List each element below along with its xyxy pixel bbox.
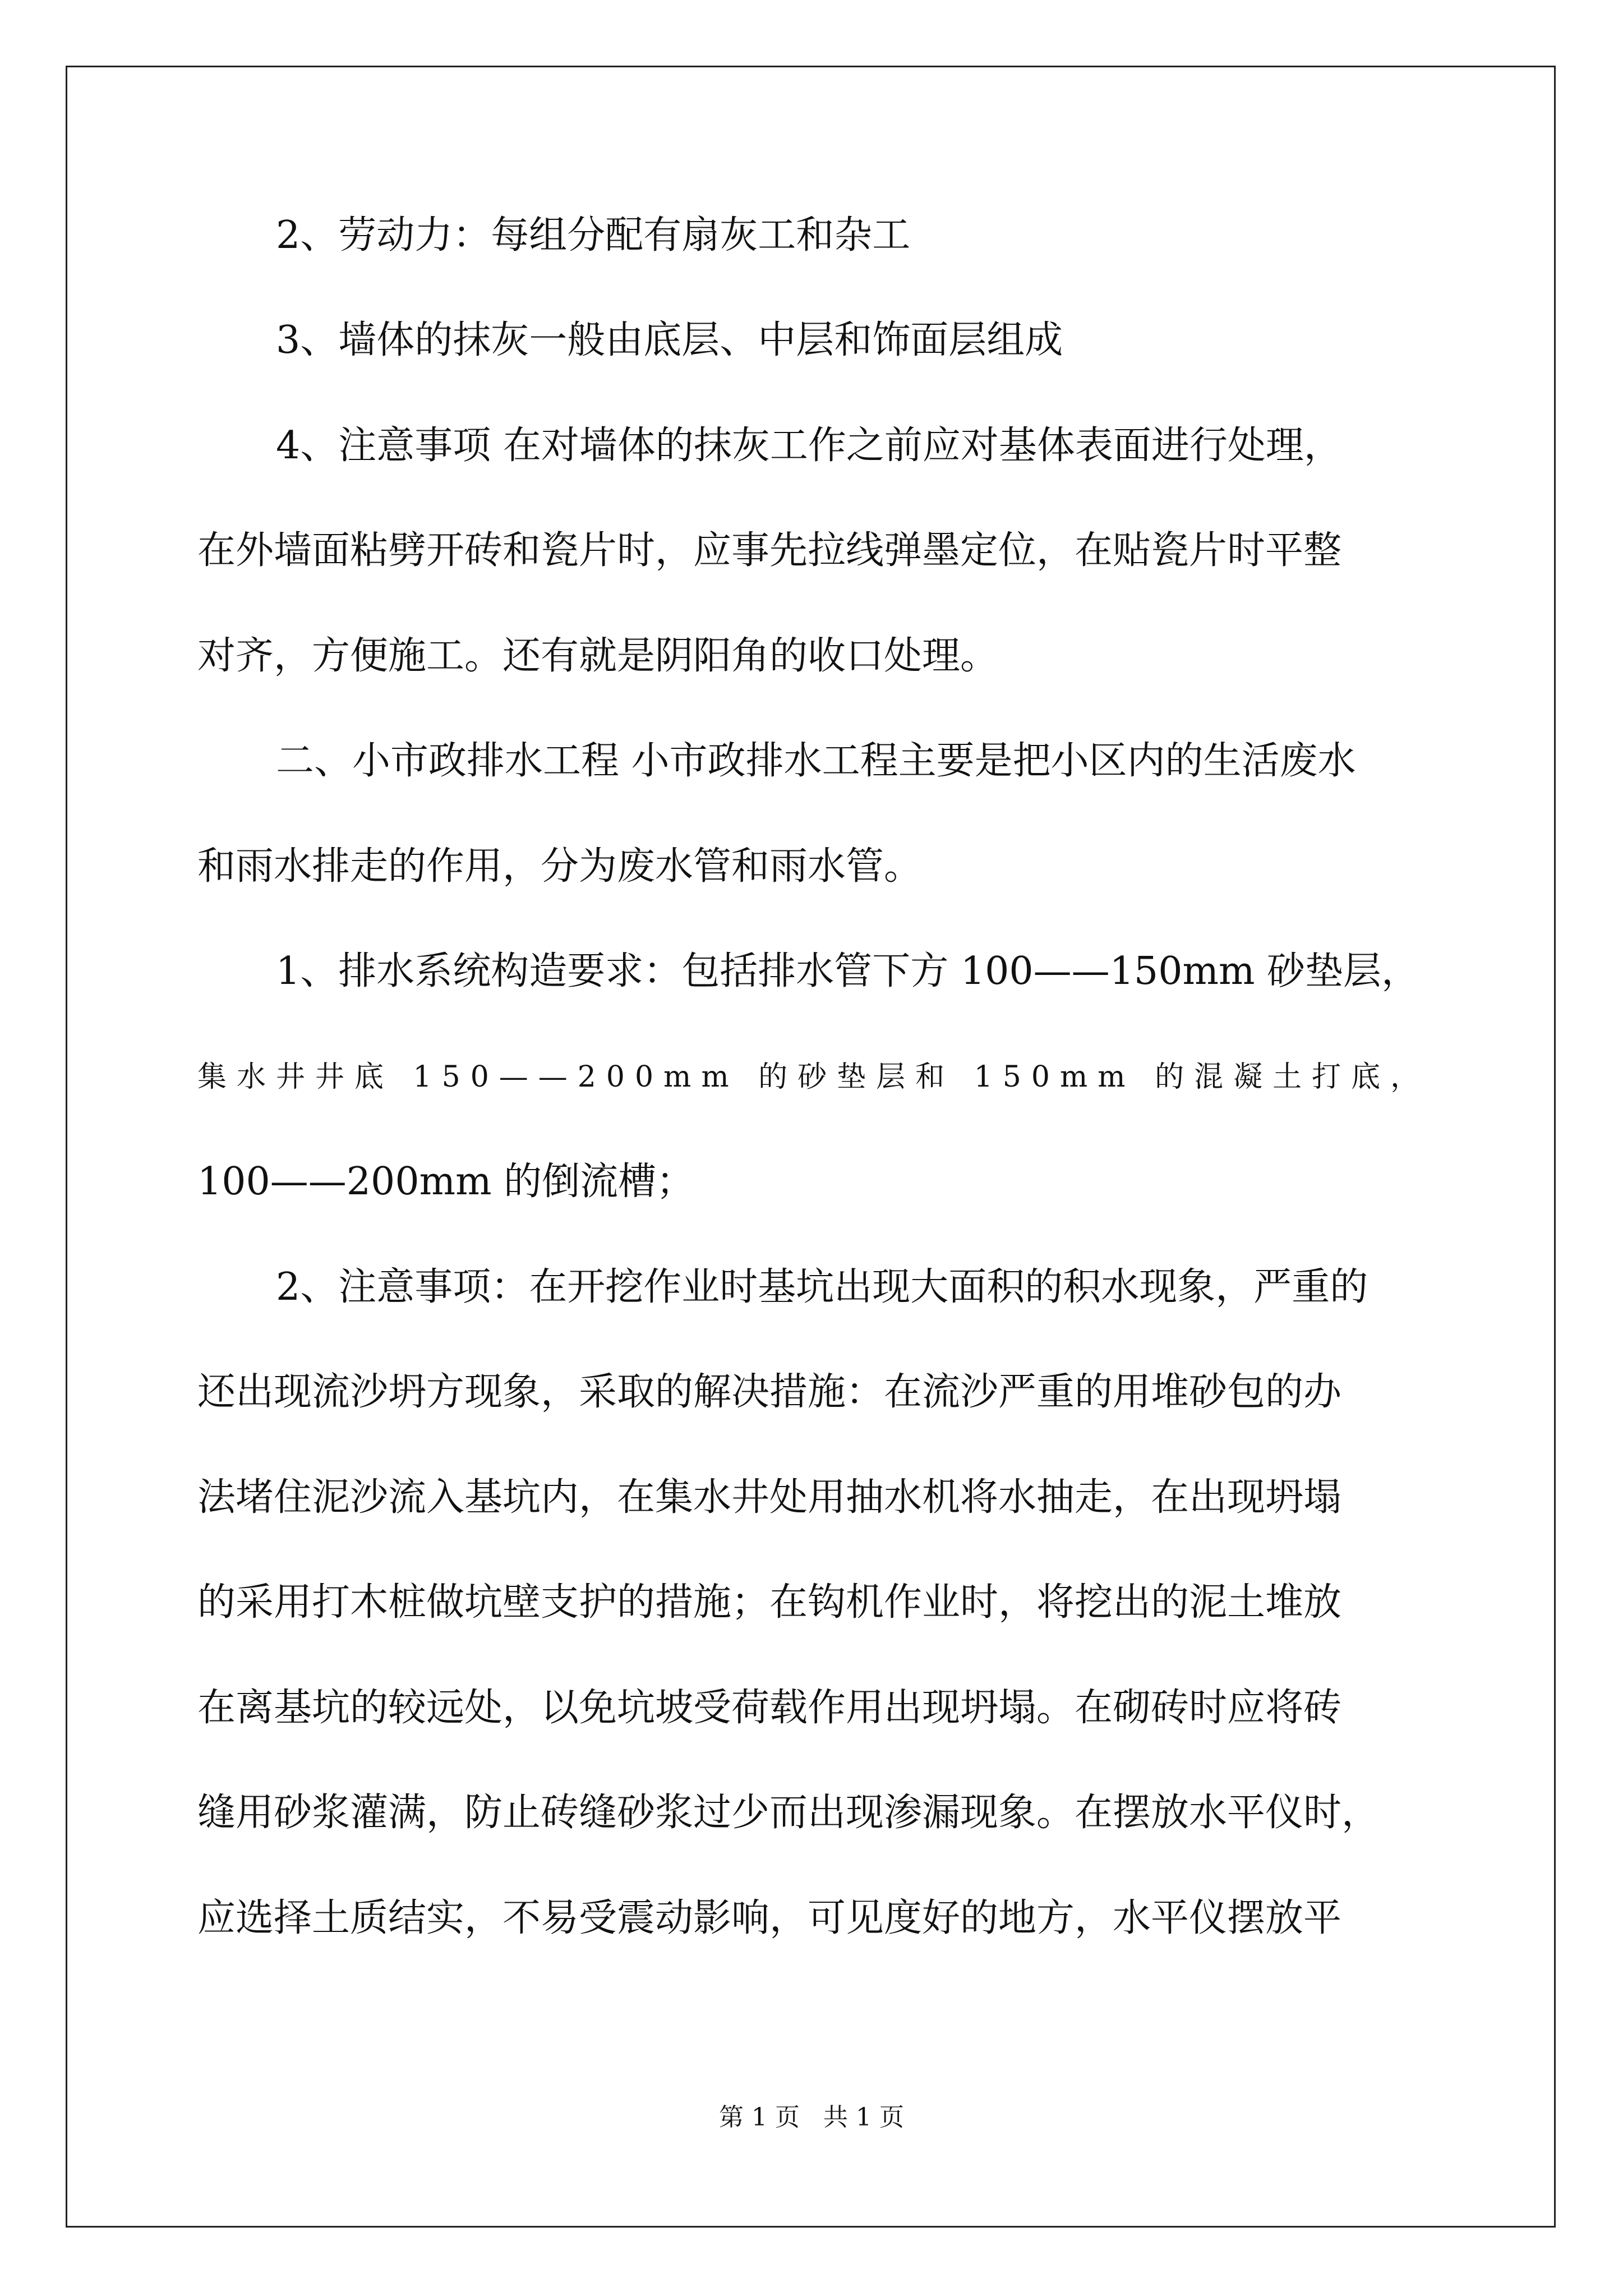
text-line: 应选择土质结实，不易受震动影响，可见度好的地方，水平仪摆放平 bbox=[197, 1896, 1342, 1940]
text-line: 2、劳动力：每组分配有扇灰工和杂工 bbox=[276, 213, 911, 257]
text-line: 4、注意事项 在对墙体的抹灰工作之前应对基体表面进行处理， bbox=[276, 424, 1342, 468]
text-line: 法堵住泥沙流入基坑内，在集水井处用抽水机将水抽走，在出现坍塌 bbox=[197, 1475, 1342, 1520]
text-line: 2、注意事项：在开挖作业时基坑出现大面积的积水现象，严重的 bbox=[276, 1265, 1368, 1309]
text-line: 对齐，方便施工。还有就是阴阳角的收口处理。 bbox=[197, 634, 999, 678]
text-line: 1、排水系统构造要求：包括排水管下方 100——150mm 砂垫层， bbox=[276, 949, 1420, 993]
text-line: 和雨水排走的作用，分为废水管和雨水管。 bbox=[197, 844, 923, 889]
text-line: 在离基坑的较远处，以免坑坡受荷载作用出现坍塌。在砌砖时应将砖 bbox=[197, 1686, 1342, 1730]
text-line: 在外墙面粘劈开砖和瓷片时，应事先拉线弹墨定位，在贴瓷片时平整 bbox=[197, 528, 1342, 573]
text-line: 集水井井底 150——200mm 的砂垫层和 150mm 的混凝土打底， bbox=[197, 1060, 1430, 1094]
page-number-footer: 第 1 页 共 1 页 bbox=[719, 2103, 904, 2132]
text-line: 100——200mm 的倒流槽； bbox=[197, 1159, 695, 1204]
text-line: 缝用砂浆灌满，防止砖缝砂浆过少而出现渗漏现象。在摆放水平仪时， bbox=[197, 1791, 1380, 1835]
text-line: 二、小市政排水工程 小市政排水工程主要是把小区内的生活废水 bbox=[276, 739, 1356, 783]
text-line: 的采用打木桩做坑壁支护的措施；在钩机作业时，将挖出的泥土堆放 bbox=[197, 1580, 1342, 1625]
text-line: 3、墙体的抹灰一般由底层、中层和饰面层组成 bbox=[276, 318, 1063, 362]
text-line: 还出现流沙坍方现象，采取的解决措施：在流沙严重的用堆砂包的办 bbox=[197, 1370, 1342, 1414]
